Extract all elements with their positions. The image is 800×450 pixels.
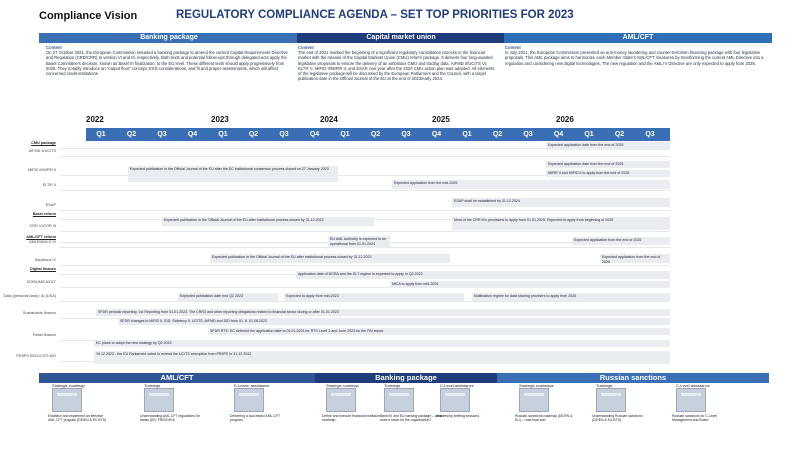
quarter-label: Q2: [370, 131, 381, 138]
row-divider: [60, 156, 670, 157]
timeline-bar: Most of the CRR III's provisions to apply from 01.01.2025. Expected to apply from beginning of 2025: [452, 217, 670, 230]
card-thumbnail: [676, 388, 706, 412]
row-divider: [60, 190, 670, 191]
row-label: MIFID II/MIFIR II: [27, 168, 56, 172]
row-label: Sanctions IV: [34, 258, 56, 262]
row-divider: [60, 231, 670, 232]
row-label: Data (personal data) / AI (DSA): [3, 294, 56, 298]
quarter-label: Q1: [340, 131, 350, 138]
row-label: Retail finance: [32, 333, 56, 337]
column-header-banking: Banking package: [39, 33, 299, 43]
card-header: Strategic roadmap: [52, 383, 85, 388]
row-label: PRIIPS KID/UCITS KID: [16, 354, 56, 358]
card-text: Leadership briefing sessions: [436, 414, 479, 418]
year-label: 2026: [556, 115, 574, 124]
card-header: C-Level assistance: [440, 383, 474, 388]
quarter-label: Q3: [279, 131, 289, 138]
quarter-label: Q4: [431, 131, 442, 138]
column-header-aml: AML/CFT: [504, 33, 772, 43]
timeline-bar: Expected publication in the Official Journal of the EU after the EC institutional consensus process closed on 27 January 2023: [128, 166, 338, 182]
quarter-label: Q3: [645, 131, 655, 138]
section-russian-sanctions: Russian sanctions: [497, 373, 769, 383]
card-header: Trainings: [384, 383, 401, 388]
row-label: AIFMD II/UCITS: [28, 149, 56, 153]
year-label: 2023: [211, 115, 229, 124]
row-label: Digital finance: [30, 267, 56, 271]
row-label: AMLR/AMLD VI: [29, 240, 56, 244]
timeline-bar: SFDR changes to MIFID II, IDD, Solvency II, UCITS, AIFMD and IDD from 01. 8. 01.08.2022: [118, 318, 670, 325]
timeline-bar: MiCA to apply from mid-2024: [390, 281, 670, 288]
content-title: Content: [298, 45, 314, 50]
card-header: C-Level assistance: [676, 383, 710, 388]
timeline-bar: Application date of DORA and the DLT regime is expected to apply in Q3 2023: [296, 271, 670, 279]
card-header: E-Learn/ assistance: [234, 383, 270, 388]
content-text: The end of 2021 marked the beginning of a significant regulatory consultation process in the financial market with the release of the Capital Markets Union (CMU) reform package. It delivers four long-awaited legislative proposals to ensure the delivery of an ambitious CMU and trading data: AIFMD II/UCITS VI, ELTIF II, MIFID II/MIFIR II, and ESAP, one year after the 2020 CMU action plan was adopted. All elements of the legislative package will be discussed by the European Parliament and the Council, with a target publication date in the Official Journal of the EU at the end of 2023/early 2024.: [298, 50, 495, 82]
timeline-bar: MIFIR II and MIFID II to apply from the end of 2025: [546, 170, 670, 177]
timeline-bar: Notification regime for data sharing providers to apply from 2025: [472, 293, 670, 301]
card-text: Understanding Russian sanctions (DE/EN & EU BTS): [592, 414, 643, 423]
quarter-label: Q2: [126, 131, 137, 138]
card-text: Establish and implement an effective AML-CFT program (DE/EN & EU BTS): [48, 414, 107, 423]
card-text: Basel III and EU banking package – what does it mean for the organization?: [380, 414, 443, 423]
timeline-bar: SFDR periodic reporting: 1st Reporting from 01.01.2023. The CRR3 and other reporting obligations related to financial sector during or after 01.01.2023: [96, 309, 670, 316]
row-divider: [60, 210, 670, 211]
quarter-label: Q1: [462, 131, 472, 138]
timeline-bar: Expected publication in the Official Journal of the EU after institutional process closed by 31.12.2023: [162, 217, 374, 226]
timeline-bar: Expected to apply from mid-2023: [284, 293, 464, 301]
card-thumbnail: [384, 388, 414, 412]
year-label: 2022: [86, 115, 104, 124]
timeline-bar: SFDR RTS: EC deferred the application date to 01.01.2023 for RTS Level 2 and June 2023 for the PAI report: [208, 328, 670, 335]
card-thumbnail: [326, 388, 356, 412]
quarter-label: Q1: [96, 131, 106, 138]
card-text: Russian sanctions roadmap (DE/EN & EU) – road lead and: [515, 414, 573, 423]
year-label: 2024: [320, 115, 338, 124]
quarter-label: Q1: [584, 131, 594, 138]
row-label: ELTIF II: [42, 183, 56, 187]
timeline-bar: Expected publication in the Official Journal of the EU after institutional process closed by 31.12.2023: [210, 254, 450, 263]
card-thumbnail: [519, 388, 549, 412]
row-label: Basel reform: [32, 212, 56, 216]
quarter-label: Q3: [523, 131, 533, 138]
row-label: CMU package: [31, 141, 56, 145]
card-text: Russian sanctions for C-Level Management and Board: [672, 414, 718, 423]
column-body-banking: [46, 45, 294, 76]
row-label: AML/CFT reform: [26, 235, 56, 239]
content-text: On 27 October 2021, the European Commission released a banking package to amend the current Capital Requirements Directive and Regulation (CRD/CRR) to version VI and III, respectively. Both texts and potential follow-ups through delegated acts apply the Basel Committee's decision, known as Basel III finalization, to the EU level. These different texts should apply progressively from 2025. They notably introduce an "output floor" concept, ESG considerations, and fit and proper assessments, which will affect concerned credit institutions.: [46, 50, 288, 77]
content-title: Content: [46, 45, 62, 50]
content-title: Content: [505, 45, 521, 50]
row-label: CRD VI/CRR III: [29, 224, 56, 228]
row-label: DORA/MiCA/DLT: [26, 280, 56, 284]
card-text: Delivering a successful AML-CFT program: [230, 414, 281, 423]
card-header: Strategic roadmap: [326, 383, 359, 388]
row-label: ESAP: [45, 203, 56, 207]
year-label: 2025: [432, 115, 450, 124]
section-banking: Banking package: [315, 373, 497, 383]
timeline-bar: Expected application from the mid-2025: [392, 180, 670, 189]
column-body-cmu: [298, 45, 498, 81]
row-divider: [60, 301, 670, 302]
card-thumbnail: [234, 388, 264, 412]
quarter-label: Q4: [187, 131, 198, 138]
timeline-bar: 19.12.2022 - the EU Parliament voted to extend the UCITS exemption from PRIIPS to 31.12.2022: [94, 351, 670, 364]
card-header: Strategic roadmaps: [519, 383, 554, 388]
card-text: Define and execute financial institution roadmap: [322, 414, 380, 423]
quarter-label: Q3: [401, 131, 411, 138]
timeline-bar: EC plans to adopt the new strategy by Q2 2023: [94, 340, 670, 347]
quarter-label: Q4: [309, 131, 320, 138]
row-label: Sustainable finance: [22, 311, 56, 315]
content-text: In July 2021, the European Commission presented an anti-money laundering and counter-terrorism financing package with four legislative proposals. This AML package aims to harmonize each Member State's AML/CFT measures by transforming the current AML Directive into a regulation and considering new digital technologies. The new regulation and the AML IV Directive are only expected to apply from 2026.: [505, 50, 764, 66]
card-header: Trainings: [596, 383, 613, 388]
column-header-cmu: Capital market union: [297, 33, 505, 43]
quarter-label: Q2: [248, 131, 259, 138]
timeline-bar: Expected publication date end Q2 2023: [178, 293, 278, 301]
column-body-aml: [505, 45, 767, 66]
timeline-bar: Expected application from the end of 2025: [600, 254, 670, 263]
quarter-label: Q2: [614, 131, 625, 138]
quarter-label: Q3: [157, 131, 167, 138]
page-title: REGULATORY COMPLIANCE AGENDA – SET TOP PRIORITIES FOR 2023: [176, 9, 574, 21]
timeline-bar: ESAP shall be established by 31.12.2024: [452, 198, 670, 207]
timeline-bar: EU AML Authority is expected to be operational from 01.01.2024: [328, 236, 390, 248]
section-aml: AML/CFT: [39, 373, 315, 383]
brand-logo: Compliance Vision: [39, 10, 138, 22]
quarter-label: Q4: [553, 131, 564, 138]
card-thumbnail: [52, 388, 82, 412]
quarter-label: Q1: [218, 131, 228, 138]
timeline-bar: Expected application date from the end of 2025: [546, 142, 670, 150]
card-text: Understanding AML-CFT regulations for banks (EN, FR/DE/EN): [140, 414, 200, 423]
card-thumbnail: [144, 388, 174, 412]
row-divider: [60, 265, 670, 266]
card-header: Trainings: [144, 383, 161, 388]
card-thumbnail: [440, 388, 470, 412]
card-thumbnail: [596, 388, 626, 412]
quarter-label: Q2: [492, 131, 503, 138]
timeline-bar: Expected application from the end of 2025: [572, 237, 670, 245]
timeline-bar: Expected application date from the end of 2025: [546, 161, 670, 168]
